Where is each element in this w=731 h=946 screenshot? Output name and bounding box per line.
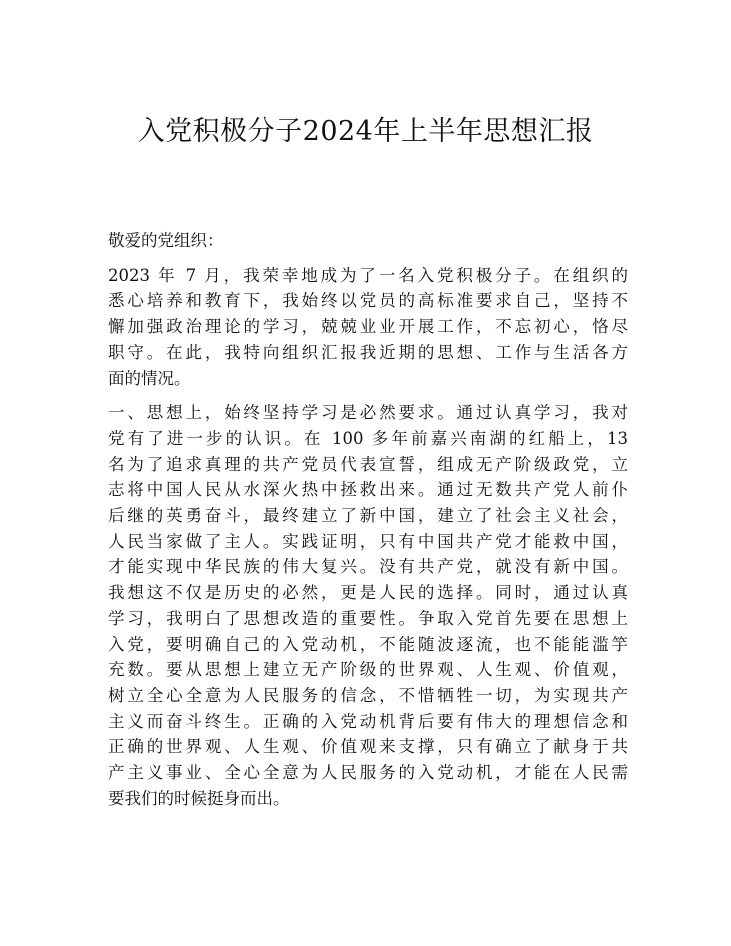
text-line: 懈加强政治理论的学习，兢兢业业开展工作，不忘初心，恪尽 xyxy=(108,317,628,337)
text-line: 学习，我明白了思想改造的重要性。争取入党首先要在思想上 xyxy=(108,608,628,628)
text-line: 充数。要从思想上建立无产阶级的世界观、人生观、价值观， xyxy=(108,660,628,680)
text-line: 主义而奋斗终生。正确的入党动机背后要有伟大的理想信念和 xyxy=(108,711,628,731)
paragraph-thought xyxy=(108,400,628,811)
text-line: 产主义事业、全心全意为人民服务的入党动机，才能在人民需 xyxy=(108,763,628,783)
text-line: 人民当家做了主人。实践证明，只有中国共产党才能救中国， xyxy=(108,531,628,551)
text-line: 名为了追求真理的共产党员代表宣誓，组成无产阶级政党，立 xyxy=(108,454,628,474)
text-line: 面的情况。 xyxy=(108,368,191,388)
text-line: 党有了进一步的认识。在 100 多年前嘉兴南湖的红船上，13 xyxy=(108,428,628,448)
text-line: 一、思想上，始终坚持学习是必然要求。通过认真学习，我对 xyxy=(108,403,628,423)
text-line: 2023 年 7 月，我荣幸地成为了一名入党积极分子。在组织的 xyxy=(108,265,628,285)
text-line: 悉心培养和教育下，我始终以党员的高标准要求自己，坚持不 xyxy=(108,291,628,311)
text-line: 后继的英勇奋斗，最终建立了新中国，建立了社会主义社会， xyxy=(108,506,628,526)
document-title: 入党积极分子2024年上半年思想汇报 xyxy=(137,116,594,147)
paragraph-intro xyxy=(108,263,628,392)
text-line: 入党，要明确自己的入党动机，不能随波逐流，也不能能滥竽 xyxy=(108,634,628,654)
text-line: 树立全心全意为人民服务的信念，不惜牺牲一切，为实现共产 xyxy=(108,685,628,705)
document-body xyxy=(108,228,628,820)
salutation-paragraph xyxy=(108,228,628,254)
text-line: 正确的世界观、人生观、价值观来支撑，只有确立了献身于共 xyxy=(108,737,628,757)
text-line: 职守。在此，我特向组织汇报我近期的思想、工作与生活各方 xyxy=(108,342,628,362)
text-line: 要我们的时候挺身而出。 xyxy=(108,788,290,808)
salutation: 敬爱的党组织： xyxy=(108,231,224,250)
text-line: 志将中国人民从水深火热中拯救出来。通过无数共产党人前仆 xyxy=(108,480,628,500)
text-line: 才能实现中华民族的伟大复兴。没有共产党，就没有新中国。 xyxy=(108,557,628,577)
text-line: 我想这不仅是历史的必然，更是人民的选择。同时，通过认真 xyxy=(108,583,628,603)
